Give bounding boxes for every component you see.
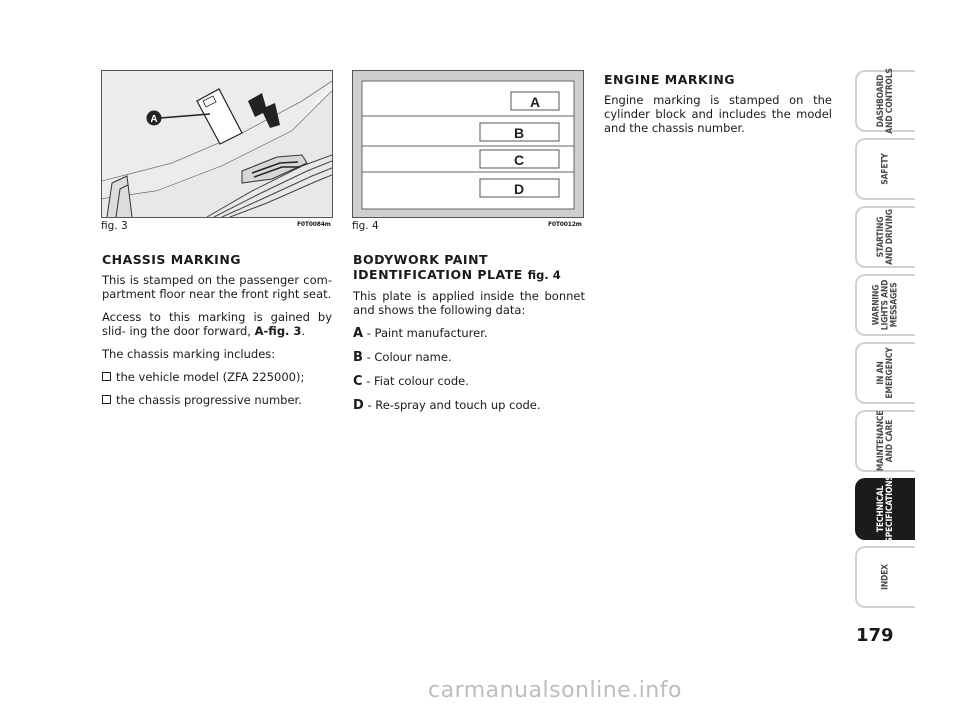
watermark: carmanualsonline.info [428,678,682,703]
chassis-bullet-text: the chassis progressive number. [116,393,302,407]
bodywork-item-text: - Re-spray and touch up code. [363,398,541,412]
figure-3-code: F0T0084m [297,221,331,228]
chassis-bullet-text: the vehicle model (ZFA 225000); [116,370,305,384]
tab-label: WARNING LIGHTS AND MESSAGES [871,279,900,331]
tab-starting-and-driving[interactable] [855,206,915,268]
tab-label: IN AN EMERGENCY [876,347,895,399]
bodywork-item-key: A [353,326,364,341]
chassis-marking-section [102,252,332,416]
bodywork-heading [353,252,585,283]
tab-label: INDEX [880,564,891,590]
chassis-paragraph-2-end: . [301,324,306,338]
checkbox-bullet-icon [102,395,111,404]
chassis-paragraph-1: This is stamped on the passenger com- partment floor near the front right seat. [102,273,332,301]
bodywork-plate-section [353,252,585,422]
engine-paragraph: Engine marking is stamped on the cylinder block and includes the model and the chassis number. [604,93,832,135]
tab-warning-lights-and-messages[interactable] [855,274,915,336]
tab-in-an-emergency[interactable] [855,342,915,404]
chassis-figure-ref: A-fig. 3 [254,324,302,338]
plate-label-a: A [529,94,541,110]
tab-index[interactable] [855,546,915,608]
tab-maintenance-and-care[interactable] [855,410,915,472]
bodywork-heading-text: BODYWORK PAINT IDENTIFICATION PLATE [353,252,523,282]
bodywork-item-key: D [353,398,364,413]
chassis-paragraph-3: The chassis marking includes: [102,347,276,361]
bodywork-item-text: - Colour name. [362,350,452,364]
bodywork-intro: This plate is applied inside the bonnet and shows the following data: [353,289,585,317]
tab-technical-specifications[interactable] [855,475,915,543]
bodywork-item-key: C [353,374,363,389]
figure-3-callout: A [150,114,158,125]
figure-4-image [352,70,584,218]
chassis-paragraph-2-text: Access to this marking is gained by slid- ing the door forward, [102,310,332,338]
chassis-bullet-item [102,393,332,407]
tab-dashboard-and-controls[interactable] [855,70,915,132]
engine-heading: ENGINE MARKING [604,72,736,87]
bodywork-figure-ref: fig. 4 [527,268,561,282]
bodywork-item [353,326,585,341]
bodywork-item-key: B [353,350,363,365]
tab-label: DASHBOARD AND CONTROLS [876,68,895,134]
tab-safety[interactable] [855,138,915,200]
plate-label-d: D [513,181,525,197]
bodywork-item [353,350,585,365]
tab-label: MAINTENANCE AND CARE [876,410,895,472]
chassis-heading: CHASSIS MARKING [102,252,242,267]
bodywork-item-text: - Paint manufacturer. [363,326,488,340]
page-number: 179 [856,625,894,646]
tab-label: TECHNICAL SPECIFICATIONS [876,475,895,543]
plate-label-b: B [513,125,525,141]
chassis-bullet-item [102,370,332,384]
figure-4-caption: fig. 4 [352,220,379,232]
checkbox-bullet-icon [102,372,111,381]
tab-label: STARTING AND DRIVING [876,209,895,265]
bodywork-item [353,374,585,389]
figure-3-caption: fig. 3 [101,220,128,232]
bodywork-item-text: - Fiat colour code. [362,374,469,388]
engine-marking-section [604,72,832,144]
bodywork-item [353,398,585,413]
tab-label: SAFETY [880,153,891,185]
figure-4-code: F0T0012m [548,221,582,228]
figure-3-image [101,70,333,218]
chassis-paragraph-2 [102,310,332,338]
plate-label-c: C [513,152,525,168]
